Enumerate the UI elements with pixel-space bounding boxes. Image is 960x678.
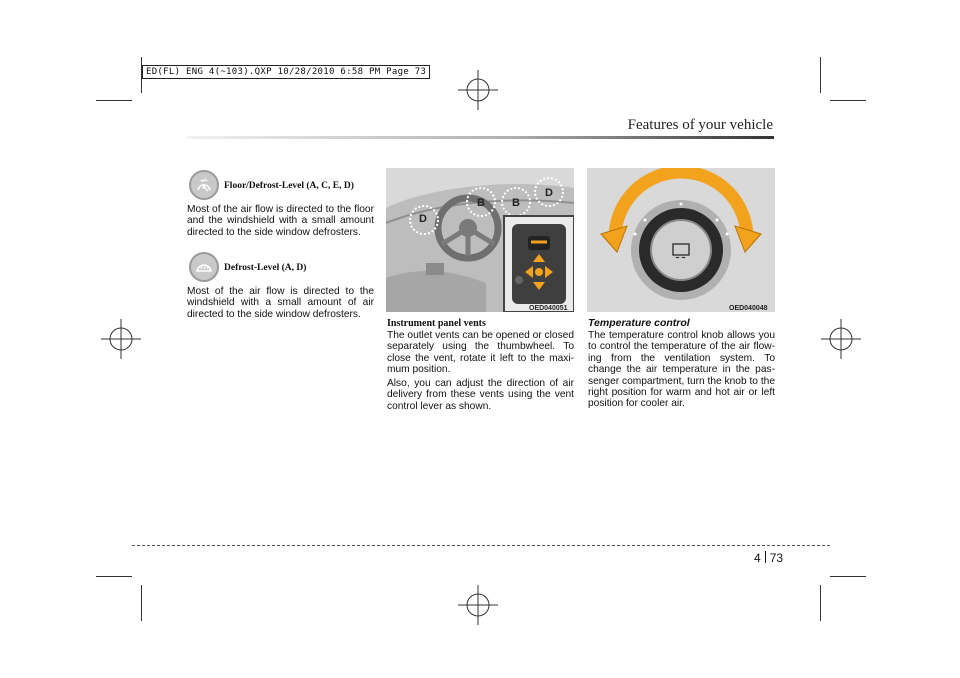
temperature-knob-image (587, 168, 775, 312)
mode-description-floor-defrost: Most of the air flow is directed to the floor and the windshield with a small amount directed to the side window defrosters. (187, 204, 374, 238)
heading-instrument-panel-vents: Instrument panel vents (387, 318, 486, 329)
registration-mark-top (458, 70, 498, 110)
vent-label-b-right: B (512, 197, 520, 209)
header-rule (187, 136, 774, 139)
temperature-control-text: The temperature control knob allows you to control the temperature of the air flow-ing from the ventilation system. To change the air temperature in the pas-senger compartment, turn the knob to the right position for warm and hot air or left position for cooler air. (588, 330, 775, 410)
print-slug: ED(FL) ENG 4(~103).QXP 10/28/2010 6:58 PM Page 73 (142, 65, 430, 79)
registration-mark-right (821, 319, 861, 359)
vents-paragraph-1: The outlet vents can be opened or closed separately using the thumbwheel. To close the vent, rotate it left to the maxi-mum position. (387, 330, 574, 376)
registration-mark-bottom (458, 585, 498, 625)
vent-label-d-left: D (419, 213, 427, 225)
crop-mark (830, 576, 866, 577)
mode-description-defrost: Most of the air flow is directed to the windshield with a small amount of air directed to the side window defrosters. (187, 286, 374, 320)
crop-mark (96, 576, 132, 577)
crop-mark (820, 585, 821, 621)
page-number (754, 551, 783, 565)
page-number-value: 73 (769, 551, 784, 565)
heading-temperature-control: Temperature control (588, 317, 690, 329)
mode-title-defrost: Defrost-Level (A, D) (224, 263, 307, 273)
page-header-title: Features of your vehicle (627, 117, 773, 133)
mode-title-floor-defrost: Floor/Defrost-Level (A, C, E, D) (224, 181, 354, 191)
image-code-knob: OED040048 (729, 305, 768, 312)
image-code-vents: OED040051 (529, 305, 568, 312)
page-number-separator (765, 551, 766, 563)
crop-mark (141, 585, 142, 621)
chapter-number: 4 (754, 551, 761, 565)
footer-rule (132, 545, 830, 546)
vent-label-b-left: B (477, 197, 485, 209)
defrost-icon (189, 252, 219, 282)
vent-label-d-right: D (545, 187, 553, 199)
crop-mark (830, 100, 866, 101)
crop-mark (96, 100, 132, 101)
registration-mark-left (101, 319, 141, 359)
floor-defrost-icon (189, 170, 219, 200)
crop-mark (820, 57, 821, 93)
vents-paragraph-2: Also, you can adjust the direction of air delivery from these vents using the vent control lever as shown. (387, 378, 574, 412)
